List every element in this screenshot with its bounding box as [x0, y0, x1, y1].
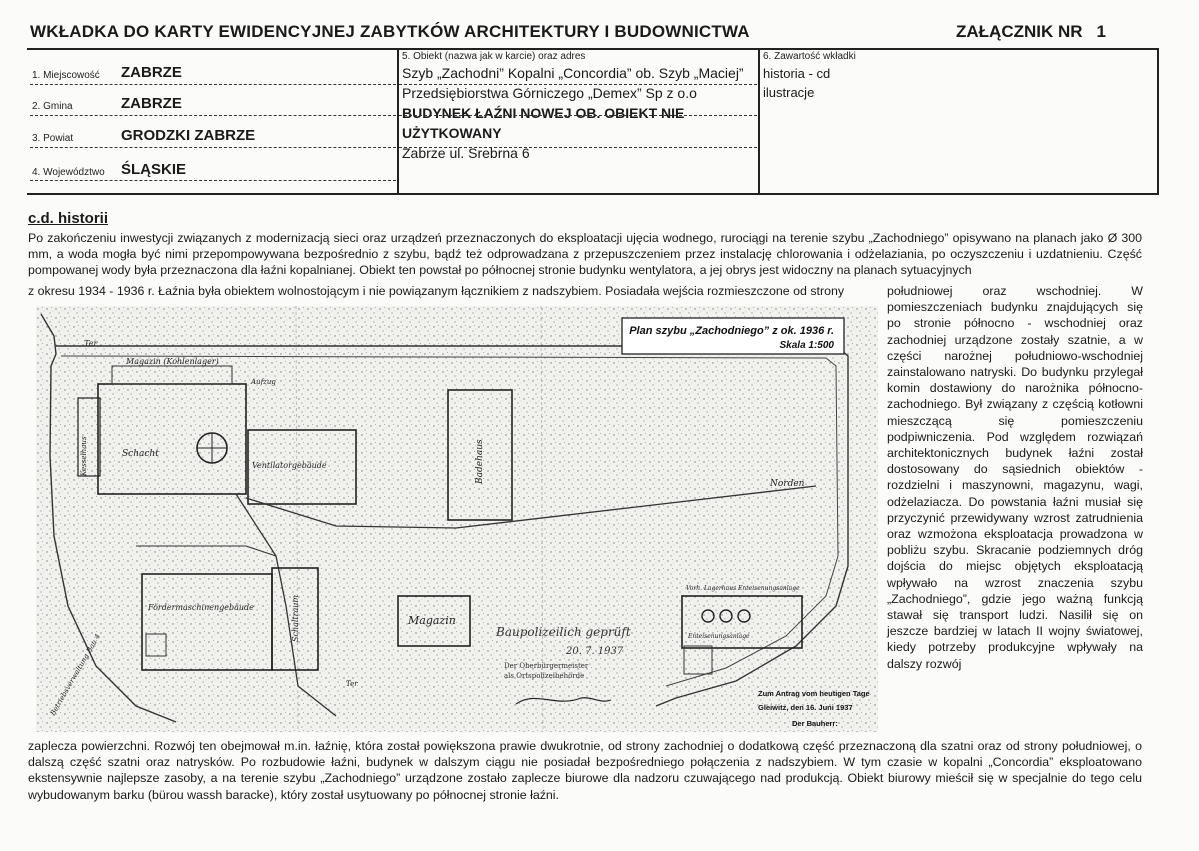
plan-caption-scale: Skala 1:500: [779, 340, 834, 351]
paragraph-2-right-column: południowej oraz wschodniej. W pomieszczeniach budynku znajdujących się po stronie północno - wschodniej oraz zachodniej urządzone zostały szatnie, a w części narożnej południowo-wschodniej zainstalowano natryski. Do budynku przylegał komin dostawiony do narożnika północno-zachodniego. Był związany z częścią kotłowni mieszczącą się pomieszczeniu podpiwniczenia. Pod względem rozwiązań architektonicznych budynek łaźni został dostosowany do sąsiednich obiektów - rozdzielni i maszynowni, magazynu, wagi, odżelaziacza. Do powstania łaźni musiał się przyczynić przewidywany wzrost zatrudnienia oraz wzmożona eksploatacja prowadzona w pobliżu szybu. Skracanie podziemnych dróg dojścia do miejsc objętych eksploatacją wpływało na wzrost znaczenia szybu „Zachodniego”, gdzie jego ważną funkcją stawał się transport ludzi. Nasilił się on jeszcze bardziej w latach II wojny światowej, kiedy potrzeby produkcyjne wpływały na dalszy rozwój: [887, 284, 1143, 671]
field-underline: [30, 180, 396, 181]
plan-annotation: Gleiwitz, den 16. Juni 1937: [758, 703, 853, 712]
object-underline: [399, 147, 757, 148]
field-label-locality: 1. Miejscowość: [32, 70, 100, 81]
plan-label-railway: Betriebsverwaltung Bau 4: [48, 632, 103, 717]
form-divider-1: [397, 48, 399, 194]
section-heading: c.d. historii: [28, 210, 109, 227]
stamp-subtitle: als Ortspolizeibehörde: [504, 672, 585, 680]
object-line-1: Szyb „Zachodni” Kopalni „Concordia” ob. Szyb „Maciej”: [402, 65, 744, 81]
field-value-locality: ZABRZE: [121, 64, 182, 81]
field-label-district: 3. Powiat: [32, 133, 74, 144]
document-title: WKŁADKA DO KARTY EWIDENCYJNEJ ZABYTKÓW ARCHITEKTURY I BUDOWNICTWA: [30, 22, 750, 41]
plan-annotation: Zum Antrag vom heutigen Tage: [758, 689, 870, 698]
field-underline: [30, 115, 396, 116]
plan-label-ter: Ter: [346, 680, 358, 688]
field-label-commune: 2. Gmina: [32, 101, 73, 112]
form-top-border: [27, 48, 1159, 50]
plan-label-warehouse: Magazin: [408, 614, 456, 627]
plan-annotation: Der Bauherr:: [792, 719, 838, 728]
stamp-subtitle: Der Oberbürgermeister: [504, 662, 589, 670]
field-underline: [30, 147, 396, 148]
plan-label-existing-store: Vorh. Lagerhaus Enteisenungsanlage: [686, 585, 800, 592]
plan-label-bathhouse: Badehaus: [475, 439, 485, 484]
plan-label-switch-room: Schaltraum: [291, 595, 300, 642]
attachment-number: 1: [1096, 22, 1107, 41]
contents-line-2: ilustracje: [763, 85, 815, 100]
object-line-2: Przedsiębiorstwa Górniczego „Demex” Sp z o.o: [402, 85, 697, 101]
plan-label-boiler-house: Kesselhaus: [80, 436, 88, 476]
contents-line-1: historia - cd: [763, 66, 831, 81]
plan-label-lift: Aufzug: [251, 378, 276, 386]
field-value-commune: ZABRZE: [121, 95, 182, 112]
object-label: 5. Obiekt (nazwa jak w karcie) oraz adres: [402, 51, 586, 62]
plan-label-ter: Ter: [84, 339, 98, 348]
stamp-date: 20. 7. 1937: [566, 646, 624, 657]
site-plan-drawing: [36, 306, 878, 732]
form-divider-2: [758, 48, 760, 194]
object-line-4: UŻYTKOWANY: [402, 125, 502, 141]
form-right-border: [1157, 48, 1159, 194]
contents-label: 6. Zawartość wkładki: [763, 51, 856, 62]
paragraph-3: zaplecza powierzchni. Rozwój ten obejmował m.in. łaźnię, która został powiększona prawie dwukrotnie, od strony zachodniej o dodatkową część przeznaczoną dla szatni oraz od strony południowej, o dalszą część szatni oraz natrysków. Po rozbudowie łaźni, budynek w dalszym ciągu nie posiadał bezpośredniego połączenia z nadszybiem. W tym czasie w kopalni „Concordia” eksploatowano ekstensywnie najlepsze zasoby, a na terenie szybu „Zachodniego” urządzone zostało zaplecze biurowe dla nadzoru czuwającego nad produkcją. Obiekt biurowy mieścił się w specjalnie do tego celu wybudowanym barku (bürou wassh baracke), który został usytuowany po północnej stronie łaźni.: [28, 739, 1142, 802]
plan-label-north: Norden: [770, 479, 805, 489]
plan-background: [36, 306, 878, 732]
plan-caption-title: Plan szybu „Zachodniego” z ok. 1936 r.: [629, 325, 834, 337]
object-line-3: BUDYNEK ŁAŹNI NOWEJ OB. OBIEKT NIE: [402, 105, 685, 121]
plan-label-ventilator: Ventilatorgebäude: [252, 461, 327, 470]
object-address: Zabrze ul. Srebrna 6: [402, 145, 530, 161]
field-label-voivodeship: 4. Województwo: [32, 167, 105, 178]
field-value-district: GRODZKI ZABRZE: [121, 127, 256, 144]
attachment-text: ZAŁĄCZNIK NR: [956, 22, 1083, 41]
paragraph-2-left: z okresu 1934 - 1936 r. Łaźnia była obiektem wolnostojącym i nie powiązanym łącznikiem z nadszybiem. Posiadała wejścia rozmieszczone od strony: [28, 284, 845, 298]
plan-label-top-store: Magazin (Kohlenlager): [126, 357, 219, 366]
plan-label-shaft: Schacht: [122, 449, 159, 459]
paragraph-1: Po zakończeniu inwestycji związanych z modernizacją sieci oraz urządzeń przeznaczonych do eksploatacji ujęcia wodnego, rurociągi na terenie szybu „Zachodniego” opisywano na planach jako Ø 300 mm, a woda mogła być nimi przepompowywana bezpośrednio z szybu, bądź też odprowadzana z przepuszczeniem przez instalację chlorowania i odżelaziania, po oczyszczeniu i uzdatnieniu. Część pompowanej wody była przeznaczona dla łaźni kopalnianej. Obiekt ten powstał po północnej stronie budynku wentylatora, a jej obrys jest widoczny na planach sytuacyjnych: [28, 231, 1142, 278]
plan-label-hoist: Fördermaschinengebäude: [148, 603, 254, 612]
plan-label-deferrization: Enteisenungsanlage: [688, 633, 750, 640]
attachment-label: [956, 22, 1106, 42]
object-underline: [399, 115, 757, 116]
form-bottom-border: [27, 193, 1159, 195]
field-value-voivodeship: ŚLĄSKIE: [121, 161, 187, 178]
object-underline: [399, 84, 757, 85]
stamp-title: Baupolizeilich geprüft: [496, 625, 631, 639]
field-underline: [30, 84, 396, 85]
